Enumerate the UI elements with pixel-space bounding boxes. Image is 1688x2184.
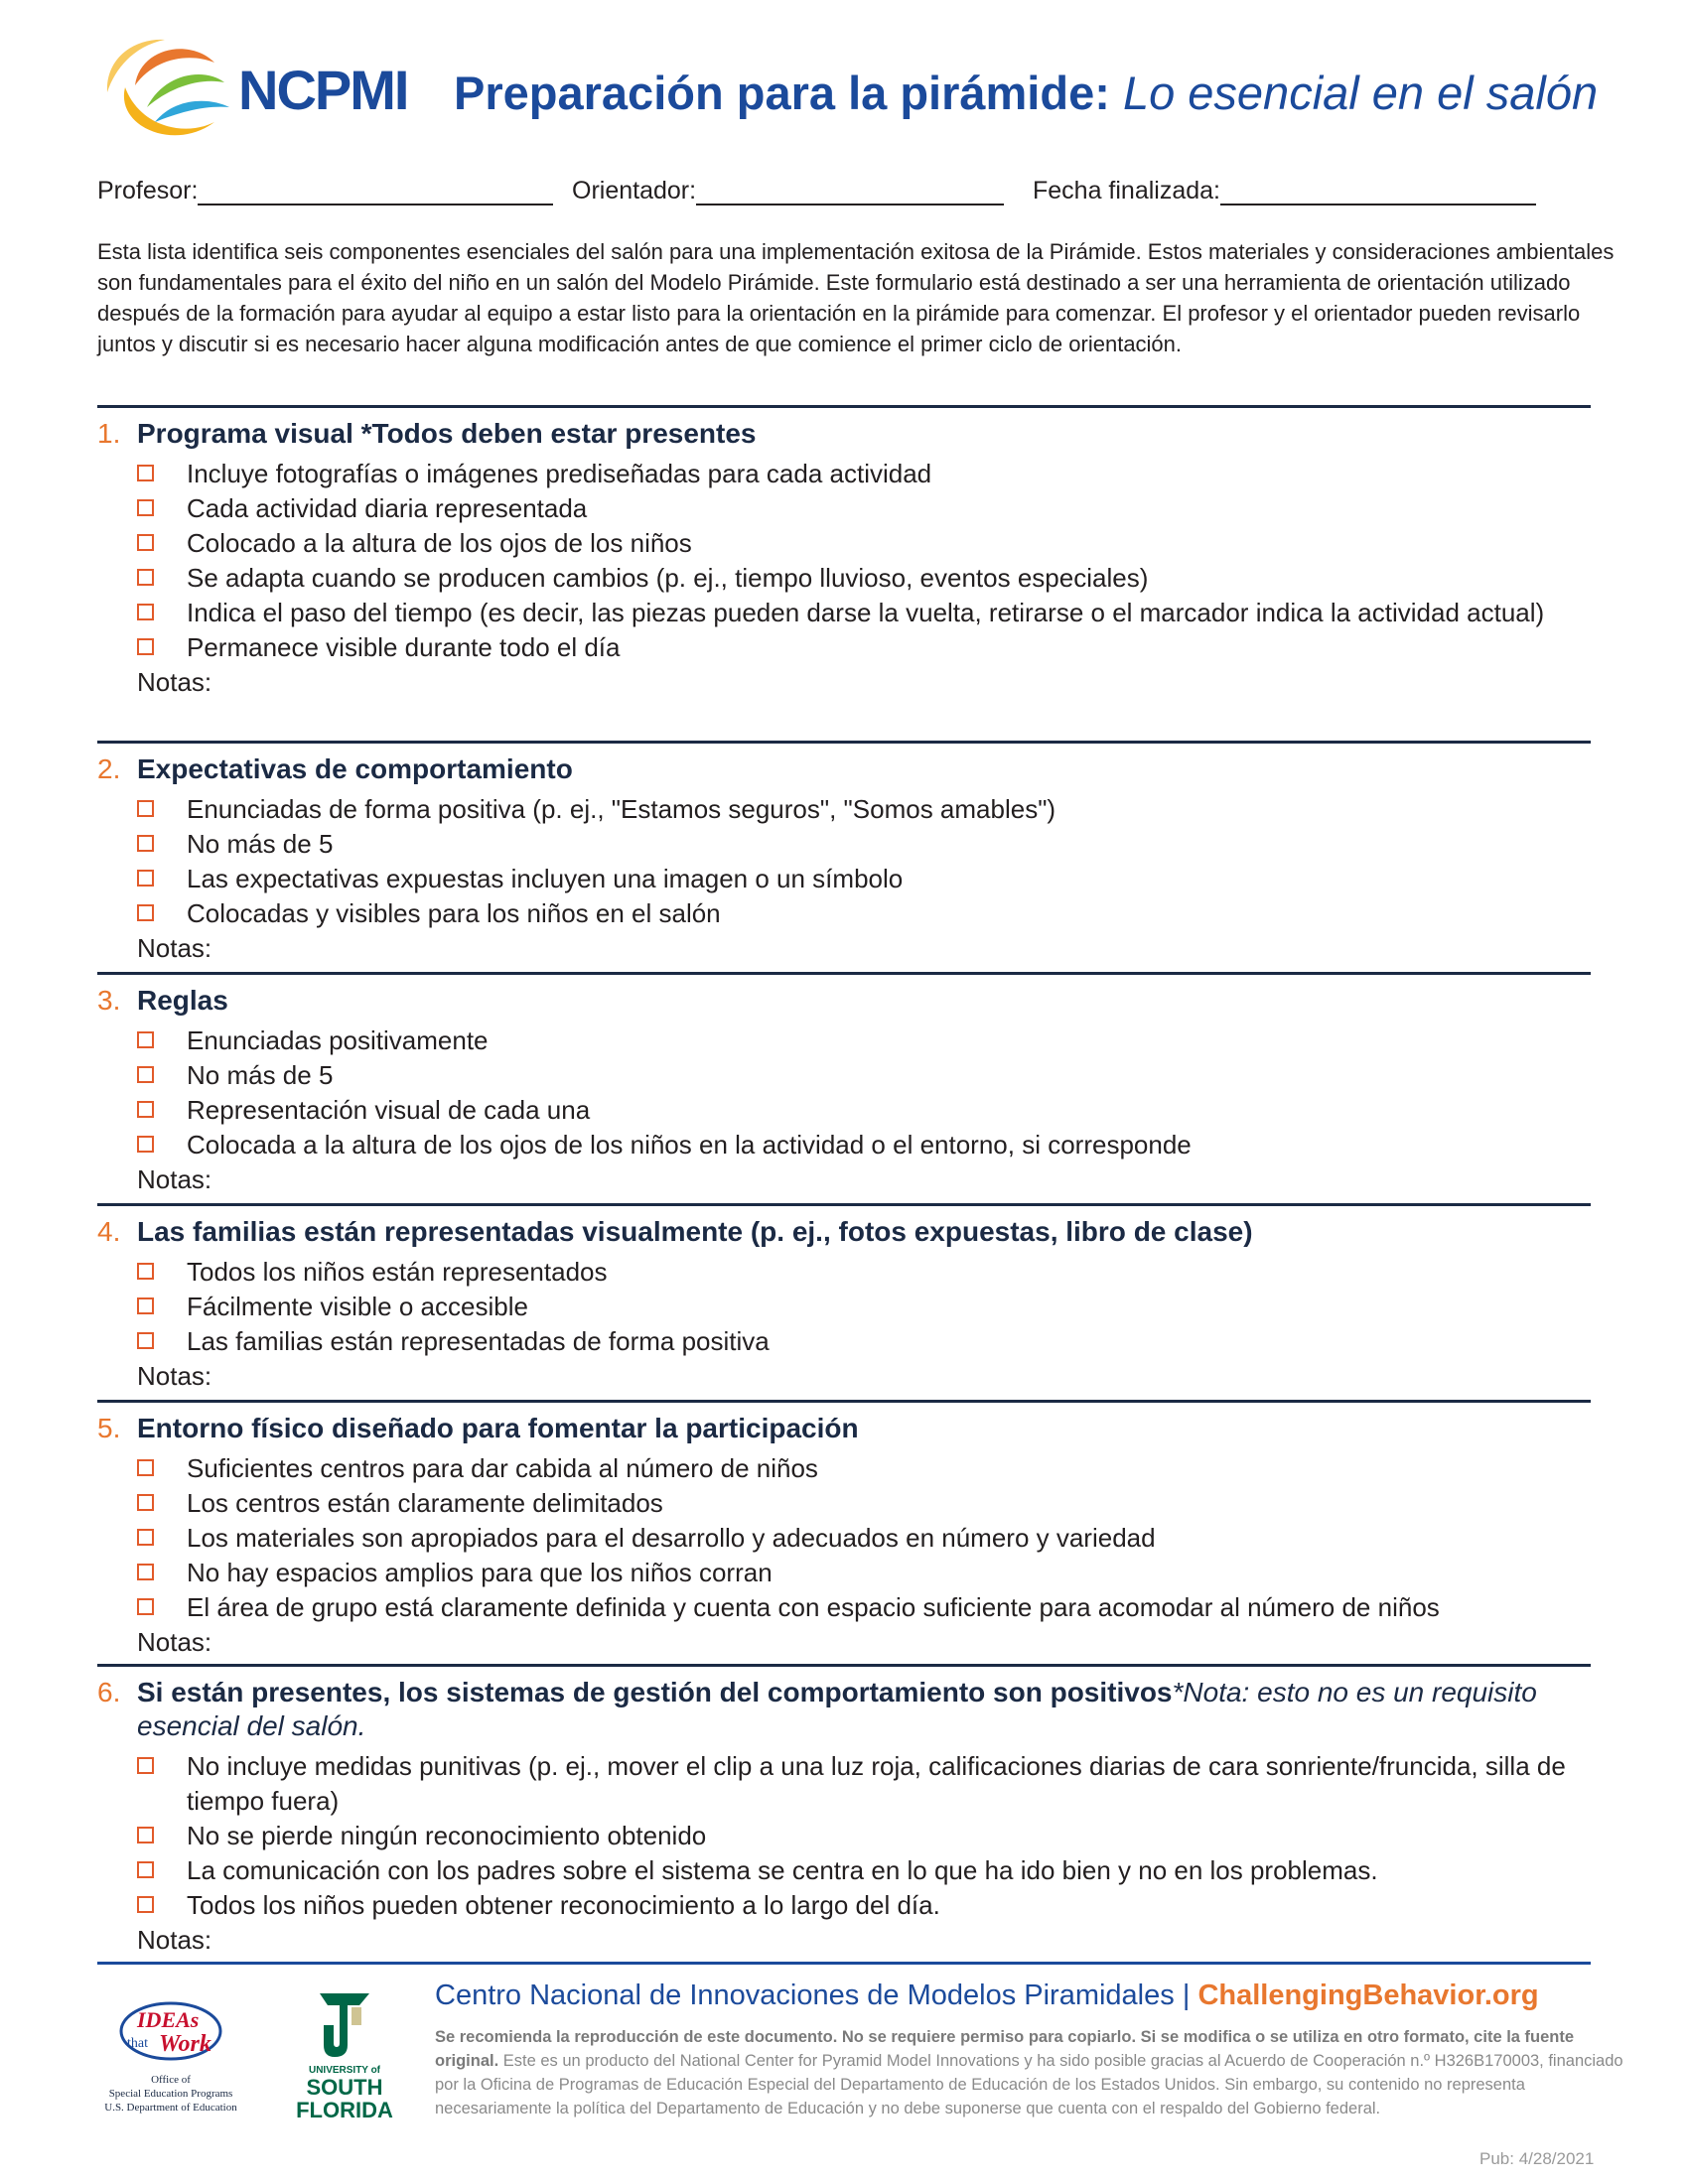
section-1 xyxy=(97,417,1646,699)
checkbox[interactable] xyxy=(137,1494,154,1511)
usf-logo-icon xyxy=(290,1985,399,2124)
item-label: No más de 5 xyxy=(187,829,334,859)
notes-label: Notas: xyxy=(137,1925,212,1955)
item-label: Colocadas y visibles para los niños en el salón xyxy=(187,898,721,928)
item-label: Las expectativas expuestas incluyen una imagen o un símbolo xyxy=(187,864,904,893)
item-label: Cada actividad diaria representada xyxy=(187,493,588,523)
date-input-line[interactable] xyxy=(1220,178,1536,205)
item-label: Permanece visible durante todo el día xyxy=(187,632,621,662)
section-heading xyxy=(97,752,1646,786)
item-label: Incluye fotografías o imágenes prediseñadas para cada actividad xyxy=(187,459,932,488)
checkbox[interactable] xyxy=(137,870,154,887)
checkbox[interactable] xyxy=(137,604,154,620)
coach-label: Orientador: xyxy=(572,177,697,205)
checkbox[interactable] xyxy=(137,1297,154,1314)
ncpmi-logo-icon xyxy=(95,28,234,147)
checklist-item xyxy=(97,1888,1646,1923)
checkbox[interactable] xyxy=(137,1459,154,1476)
center-name-line xyxy=(435,1979,1539,2012)
notes-label: Notas: xyxy=(137,667,212,697)
checklist-item xyxy=(97,792,1646,827)
separator: | xyxy=(1182,1979,1191,2011)
divider xyxy=(97,1400,1591,1403)
intro-paragraph: Esta lista identifica seis componentes esenciales del salón para una implementación exitosa de la Pirámide. Estos materiales y consideraciones ambientales son fundamentales para el éxito del niño en un salón del Modelo Pirámide. Este formulario está destinado a ser una herramienta de orientación utilizado después de la formación para ayudar al equipo a estar listo para la orientación en la pirámide para comenzar. El profesor y el orientador pueden revisarlo juntos y discutir si es necesario hacer alguna modificación antes de que comience el primer ciclo de orientación. xyxy=(97,239,1615,356)
section-4 xyxy=(97,1215,1646,1393)
checklist-item xyxy=(97,1058,1646,1093)
checkbox[interactable] xyxy=(137,835,154,852)
disclaimer xyxy=(435,2025,1626,2120)
notes-label: Notas: xyxy=(137,933,212,963)
item-label: Todos los niños pueden obtener reconocimiento a lo largo del día. xyxy=(187,1890,940,1920)
teacher-field xyxy=(97,177,553,205)
checklist-item xyxy=(97,1853,1646,1888)
section-heading xyxy=(97,984,1646,1018)
ideas-logo-line3: Work xyxy=(159,2031,211,2057)
item-label: Los materiales son apropiados para el desarrollo y adecuados en número y variedad xyxy=(187,1523,1156,1553)
checklist-item xyxy=(97,1521,1646,1556)
center-name: Centro Nacional de Innovaciones de Modelos Piramidales xyxy=(435,1979,1175,2011)
section-title: Las familias están representadas visualmente (p. ej., fotos expuestas, libro de clase) xyxy=(137,1216,1253,1247)
divider xyxy=(97,1664,1591,1667)
checkbox[interactable] xyxy=(137,1529,154,1546)
checklist-item xyxy=(97,630,1646,665)
checklist-item xyxy=(97,1290,1646,1324)
title-subtitle: Lo esencial en el salón xyxy=(1122,67,1599,119)
section-title: Reglas xyxy=(137,985,228,1016)
section-number: 5. xyxy=(97,1413,121,1443)
item-label: Todos los niños están representados xyxy=(187,1257,608,1287)
section-number: 2. xyxy=(97,753,121,784)
section-heading xyxy=(97,417,1646,451)
section-heading xyxy=(97,1412,1646,1445)
notes-label: Notas: xyxy=(137,1361,212,1391)
checklist-item xyxy=(97,1024,1646,1058)
checkbox[interactable] xyxy=(137,1136,154,1153)
ideas-logo-sub2: Special Education Programs xyxy=(108,2088,233,2100)
publication-date: Pub: 4/28/2021 xyxy=(1479,2149,1595,2168)
checklist-item xyxy=(97,596,1597,630)
checklist-item xyxy=(97,457,1646,491)
checklist-item xyxy=(97,526,1646,561)
item-label: Indica el paso del tiempo (es decir, las piezas pueden darse la vuelta, retirarse o el marcador indica la actividad actual) xyxy=(187,598,1545,627)
checkbox[interactable] xyxy=(137,1332,154,1349)
notes-label: Notas: xyxy=(137,1627,212,1657)
divider xyxy=(97,972,1591,975)
item-label: La comunicación con los padres sobre el sistema se centra en lo que ha ido bien y no en los problemas. xyxy=(187,1855,1378,1885)
checkbox[interactable] xyxy=(137,465,154,481)
item-label: No incluye medidas punitivas (p. ej., mover el clip a una luz roja, calificaciones diarias de cara sonriente/fruncida, silla de tiempo fuera) xyxy=(187,1751,1566,1816)
checkbox[interactable] xyxy=(137,569,154,586)
section-number: 6. xyxy=(97,1677,121,1707)
section-number: 4. xyxy=(97,1216,121,1247)
ideas-logo-line1: IDEAs xyxy=(137,2007,200,2032)
date-label: Fecha finalizada: xyxy=(1033,177,1221,205)
item-label: No más de 5 xyxy=(187,1060,334,1090)
item-label: Colocada a la altura de los ojos de los niños en la actividad o el entorno, si corresponde xyxy=(187,1130,1192,1160)
checkbox[interactable] xyxy=(137,1066,154,1083)
checkbox[interactable] xyxy=(137,1263,154,1280)
section-3 xyxy=(97,984,1646,1196)
usf-logo-line1: UNIVERSITY of xyxy=(308,2065,381,2076)
item-label: Los centros están claramente delimitados xyxy=(187,1488,663,1518)
checkbox[interactable] xyxy=(137,534,154,551)
item-label: Colocado a la altura de los ojos de los niños xyxy=(187,528,692,558)
item-label: No se pierde ningún reconocimiento obtenido xyxy=(187,1821,707,1850)
brand-name: NCPMI xyxy=(238,59,408,121)
checklist-item xyxy=(97,1255,1646,1290)
document-title xyxy=(454,66,1598,120)
checkbox[interactable] xyxy=(137,1101,154,1118)
checklist-item xyxy=(97,1093,1646,1128)
section-title-text: Si están presentes, los sistemas de gestión del comportamiento son positivos xyxy=(137,1677,1173,1707)
usf-logo-line3: FLORIDA xyxy=(296,2098,393,2122)
ideas-logo-sub1: Office of xyxy=(151,2074,191,2086)
checklist-item xyxy=(97,1590,1646,1625)
checkbox[interactable] xyxy=(137,638,154,655)
checklist-item xyxy=(97,1749,1617,1819)
footer-divider xyxy=(97,1962,1591,1965)
item-label: El área de grupo está claramente definida y cuenta con espacio suficiente para acomodar al número de niños xyxy=(187,1592,1440,1622)
divider xyxy=(97,741,1591,744)
checklist-item xyxy=(97,561,1646,596)
section-6 xyxy=(97,1676,1646,1957)
checkbox[interactable] xyxy=(137,499,154,516)
checklist-item xyxy=(97,1486,1646,1521)
item-label: Las familias están representadas de forma positiva xyxy=(187,1326,770,1356)
ideas-that-work-logo-icon xyxy=(104,1993,318,2142)
section-title xyxy=(137,1676,1626,1743)
section-5 xyxy=(97,1412,1646,1659)
item-label: Enunciadas de forma positiva (p. ej., "Estamos seguros", "Somos amables") xyxy=(187,794,1056,824)
checklist-item xyxy=(97,1819,1646,1853)
coach-input-line[interactable] xyxy=(696,178,1004,205)
divider xyxy=(97,1203,1591,1206)
section-number: 1. xyxy=(97,418,121,449)
section-number: 3. xyxy=(97,985,121,1016)
checklist-item xyxy=(97,896,1646,931)
section-title-note: *Nota: esto no es un requisito esencial del salón. xyxy=(137,1677,1537,1741)
ideas-logo-line2: that xyxy=(127,2036,148,2051)
checkbox[interactable] xyxy=(137,1564,154,1580)
teacher-label: Profesor: xyxy=(97,177,199,205)
website-link[interactable]: ChallengingBehavior.org xyxy=(1197,1979,1539,2011)
checklist-item xyxy=(97,1451,1646,1486)
checkbox[interactable] xyxy=(137,1031,154,1048)
notes-label: Notas: xyxy=(137,1164,212,1194)
checklist-item xyxy=(97,1128,1646,1162)
date-field xyxy=(1033,177,1536,205)
checkbox[interactable] xyxy=(137,1861,154,1878)
item-label: No hay espacios amplios para que los niños corran xyxy=(187,1558,773,1587)
section-title: Expectativas de comportamiento xyxy=(137,753,573,784)
item-label: Fácilmente visible o accesible xyxy=(187,1292,528,1321)
section-heading xyxy=(97,1215,1646,1249)
checkbox[interactable] xyxy=(137,1757,154,1774)
ideas-logo-sub3: U.S. Department of Education xyxy=(104,2102,237,2114)
section-title: Programa visual *Todos deben estar presentes xyxy=(137,418,757,449)
disclaimer-bold: Se recomienda la reproducción de este documento. No se requiere permiso para copiarlo. Si se modifica o se utiliza en otro formato, cite la fuente original. xyxy=(435,2028,1575,2070)
divider xyxy=(97,405,1591,408)
item-label: Se adapta cuando se producen cambios (p. ej., tiempo lluvioso, eventos especiales) xyxy=(187,563,1149,593)
checkbox[interactable] xyxy=(137,1896,154,1913)
item-label: Representación visual de cada una xyxy=(187,1095,591,1125)
checklist-item xyxy=(97,862,1646,896)
disclaimer-text: Este es un producto del National Center for Pyramid Model Innovations y ha sido posible gracias al Acuerdo de Cooperación n.º H326B170003, financiado por la Oficina de Programas de Educación Especial del Departamento de Educación de los Estados Unidos. Sin embargo, su contenido no representa necesariamente la política del Departamento de Educación y no debe suponerse que cuenta con el respaldo del Gobierno federal. xyxy=(435,2052,1623,2117)
checklist-item xyxy=(97,491,1646,526)
checkbox[interactable] xyxy=(137,904,154,921)
section-title: Entorno físico diseñado para fomentar la participación xyxy=(137,1413,859,1443)
coach-field xyxy=(572,177,1004,205)
usf-logo-line2: SOUTH xyxy=(306,2075,383,2100)
checkbox[interactable] xyxy=(137,1598,154,1615)
section-heading xyxy=(97,1676,1646,1743)
checklist-item xyxy=(97,1324,1646,1359)
item-label: Suficientes centros para dar cabida al número de niños xyxy=(187,1453,818,1483)
teacher-input-line[interactable] xyxy=(198,178,553,205)
checklist-item xyxy=(97,827,1646,862)
item-label: Enunciadas positivamente xyxy=(187,1025,489,1055)
section-2 xyxy=(97,752,1646,965)
checklist-item xyxy=(97,1556,1646,1590)
checkbox[interactable] xyxy=(137,1827,154,1843)
title-main: Preparación para la pirámide: xyxy=(454,67,1110,119)
checkbox[interactable] xyxy=(137,800,154,817)
